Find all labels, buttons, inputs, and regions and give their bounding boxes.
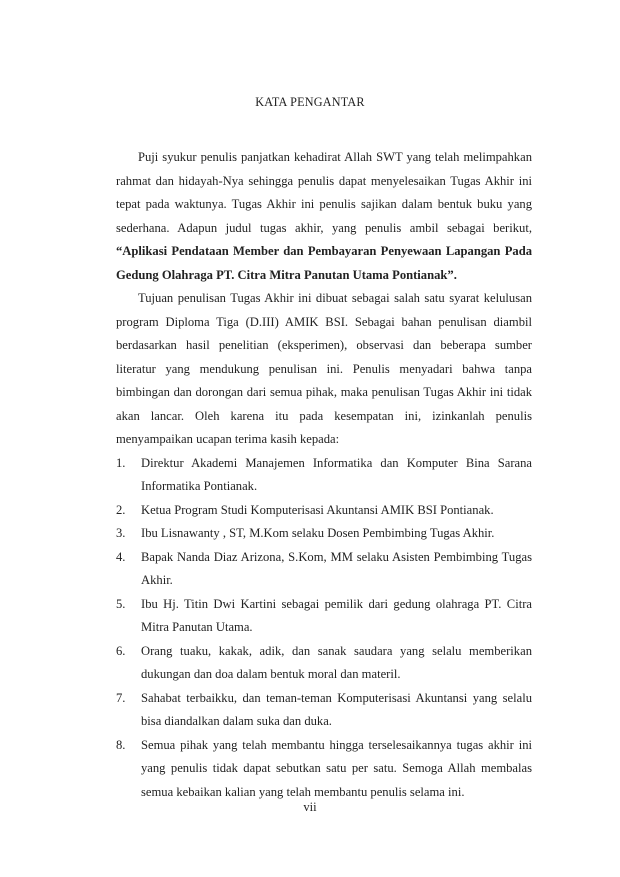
list-text: Ibu Hj. Titin Dwi Kartini sebagai pemilik dari gedung olahraga PT. Citra Mitra Panutan Utama. [141,596,532,634]
list-number: 8. [116,737,126,752]
list-number: 3. [116,526,126,540]
purpose-paragraph: Tujuan penulisan Tugas Akhir ini dibuat sebagai salah satu syarat kelulusan program Diploma Tiga (D.III) AMIK BSI. Sebagai bahan penulisan diambil berdasarkan hasil penelitian (eksperimen), observasi dan beberapa sumber literatur yang mendukung penulisan ini. Penulis menyadari bahwa tanpa bimbingan dan dorongan dari semua pihak, maka penulisan Tugas Akhir ini tidak akan lancar. Oleh karena itu pada kesempatan ini, izinkanlah penulis menyampaikan ucapan terima kasih kepada: [116,291,532,446]
intro-paragraph [116,146,532,287]
list-text: Semua pihak yang telah membantu hingga terselesaikannya tugas akhir ini yang penulis tidak dapat sebutkan satu per satu. Semoga Allah membalas semua kebaikan kalian yang telah membantu penulis selama ini. [141,737,532,799]
list-number: 5. [116,596,126,611]
list-number: 6. [116,643,126,658]
list-text: Orang tuaku, kakak, adik, dan sanak saudara yang selalu memberikan dukungan dan doa dalam bentuk moral dan materil. [141,643,532,681]
page-title: KATA PENGANTAR [255,95,365,109]
list-item [116,687,532,734]
list-item [116,546,532,593]
list-text: Ketua Program Studi Komputerisasi Akuntansi AMIK BSI Pontianak. [141,502,494,517]
acknowledgement-list [116,452,532,805]
intro-text: Puji syukur penulis panjatkan kehadirat Allah SWT yang telah melimpahkan rahmat dan hidayah-Nya sehingga penulis dapat menyelesaikan Tugas Akhir ini tepat pada waktunya. Tugas Akhir ini penulis sajikan dalam bentuk buku yang sederhana. Adapun judul tugas akhir, yang penulis ambil sebagai berikut, [116,150,532,235]
page-number: vii [303,800,317,814]
list-number: 7. [116,690,126,705]
list-item [116,522,532,546]
list-item [116,452,532,499]
list-item [116,734,532,805]
list-number: 2. [116,502,126,517]
list-item [116,640,532,687]
document-body [116,146,532,804]
list-number: 4. [116,549,126,564]
list-text: Ibu Lisnawanty , ST, M.Kom selaku Dosen Pembimbing Tugas Akhir. [141,526,495,540]
thesis-title: “Aplikasi Pendataan Member dan Pembayaran Penyewaan Lapangan Pada Gedung Olahraga PT. Citra Mitra Panutan Utama Pontianak”. [116,244,532,282]
list-text: Bapak Nanda Diaz Arizona, S.Kom, MM selaku Asisten Pembimbing Tugas Akhir. [141,549,532,587]
list-number: 1. [116,455,126,470]
list-text: Sahabat terbaikku, dan teman-teman Komputerisasi Akuntansi yang selalu bisa diandalkan dalam suka dan duka. [141,690,532,728]
list-item [116,499,532,523]
list-item [116,593,532,640]
list-text: Direktur Akademi Manajemen Informatika dan Komputer Bina Sarana Informatika Pontianak. [141,455,532,493]
